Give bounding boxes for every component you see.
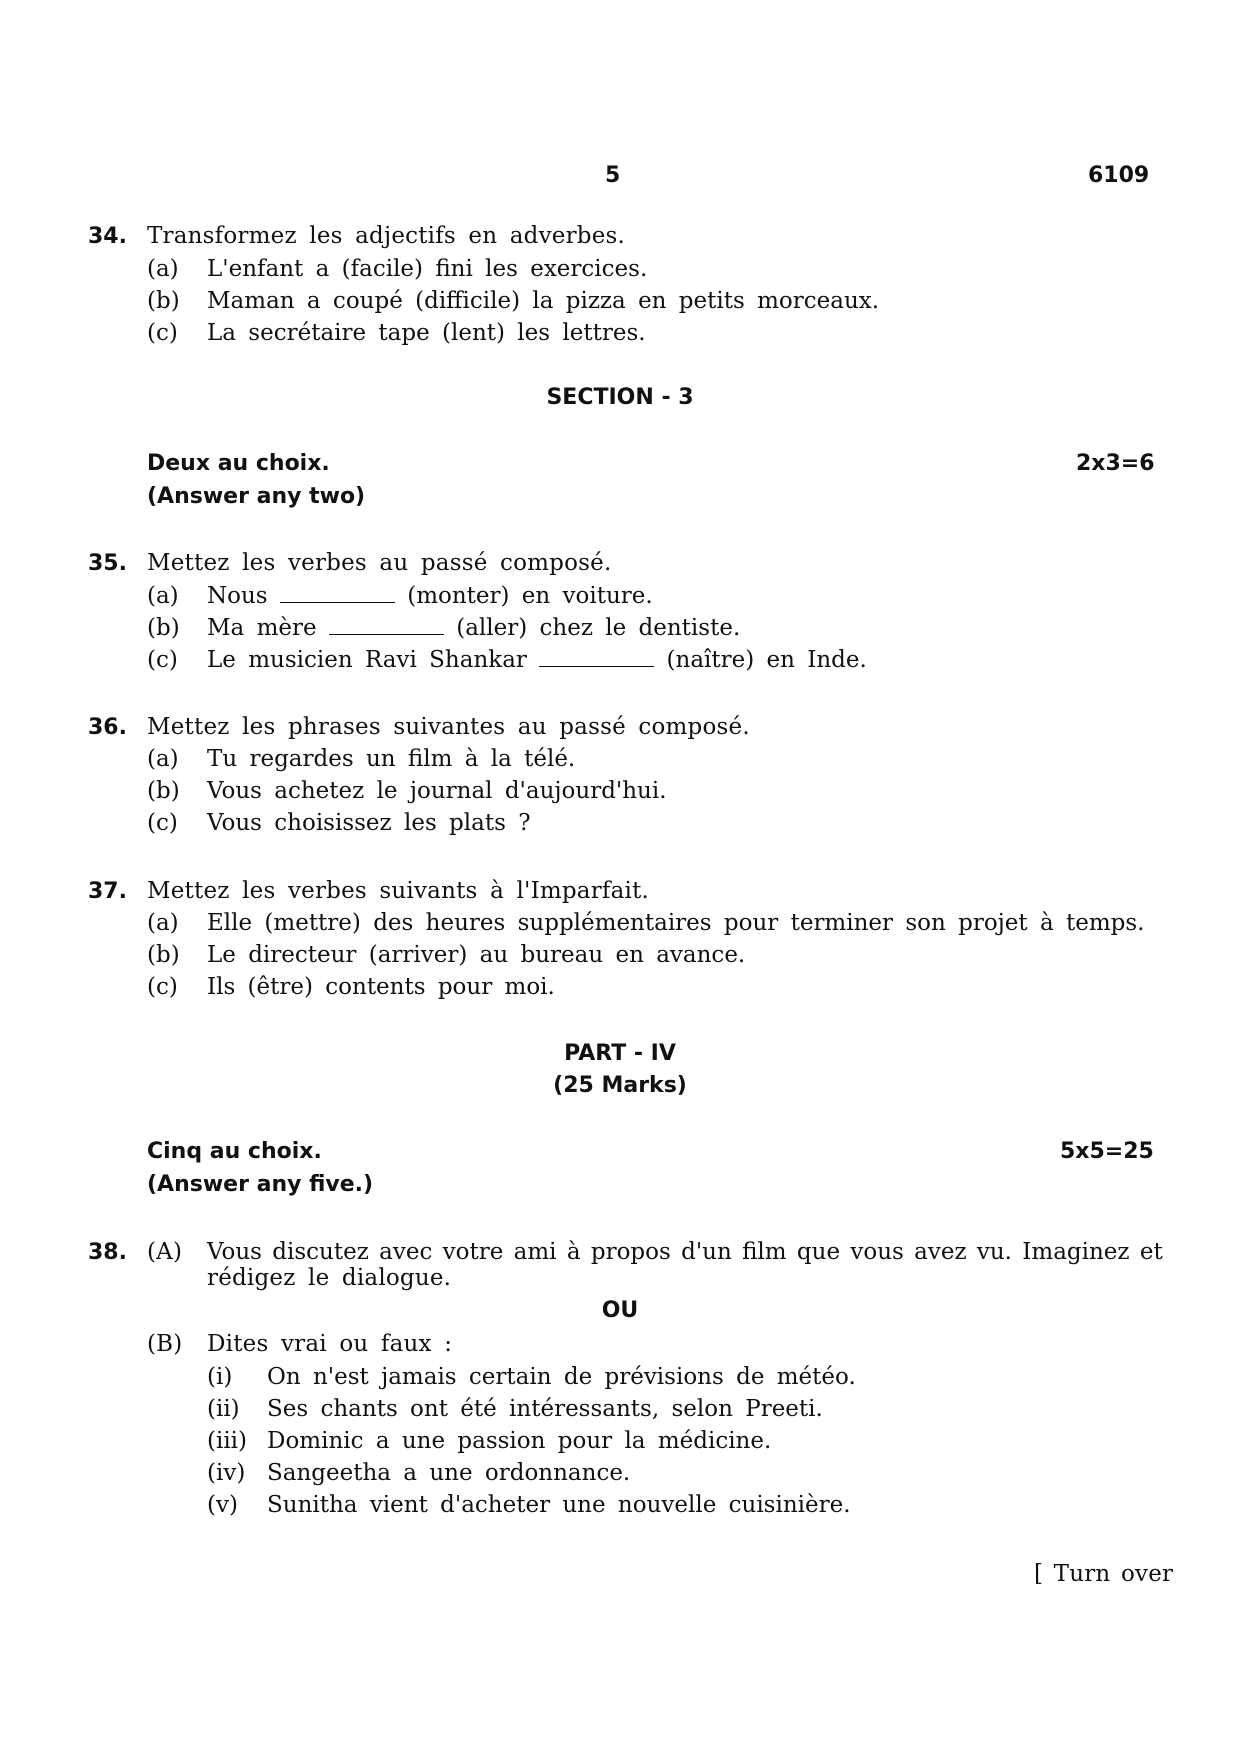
q38-option-a-line1: Vous discutez avec votre ami à propos d'un film que vous avez vu. Imaginez et — [207, 1239, 1163, 1265]
item-label: (c) — [147, 810, 178, 836]
item-label: (a) — [147, 910, 179, 936]
item-label: (iv) — [207, 1460, 246, 1486]
question-34-instruction: Transformez les adjectifs en adverbes. — [147, 223, 626, 249]
item-text: Tu regardes un film à la télé. — [207, 746, 576, 772]
q38-option-b-text: Dites vrai ou faux : — [207, 1331, 453, 1357]
item-text: On n'est jamais certain de prévisions de météo. — [267, 1364, 856, 1390]
part-4-choice-fr: Cinq au choix. — [147, 1139, 322, 1164]
item-text-before: Nous — [207, 583, 268, 609]
item-label: (b) — [147, 288, 180, 314]
page-number: 5 — [605, 163, 621, 188]
paper-code: 6109 — [1088, 163, 1150, 188]
item-text: Dominic a une passion pour la médicine. — [267, 1428, 772, 1454]
section-3-title: SECTION - 3 — [546, 385, 694, 410]
item-label: (i) — [207, 1364, 233, 1390]
item-text-before: Ma mère — [207, 615, 317, 641]
item-text: La secrétaire tape (lent) les lettres. — [207, 320, 646, 346]
item-text: Le directeur (arriver) au bureau en avance. — [207, 942, 746, 968]
item-label: (b) — [147, 778, 180, 804]
answer-blank — [280, 584, 395, 603]
q38-or-separator: OU — [601, 1298, 639, 1323]
item-text: Vous achetez le journal d'aujourd'hui. — [207, 778, 667, 804]
item-label: (a) — [147, 746, 179, 772]
question-number-37: 37. — [88, 879, 127, 904]
turn-over-note: [ Turn over — [1034, 1561, 1174, 1587]
answer-blank — [329, 616, 444, 635]
item-label: (v) — [207, 1492, 238, 1518]
item-label: (b) — [147, 942, 180, 968]
item-text: L'enfant a (facile) fini les exercices. — [207, 256, 648, 282]
item-label: (a) — [147, 256, 179, 282]
item-text: Sunitha vient d'acheter une nouvelle cuisinière. — [267, 1492, 851, 1518]
question-37-instruction: Mettez les verbes suivants à l'Imparfait. — [147, 878, 650, 904]
q38-option-b-label: (B) — [147, 1331, 183, 1357]
section-3-marks: 2x3=6 — [1076, 451, 1155, 476]
item-text: Elle (mettre) des heures supplémentaires pour terminer son projet à temps. — [207, 910, 1145, 936]
item-text-after: (naître) en Inde. — [666, 647, 867, 673]
item-text-after: (aller) chez le dentiste. — [456, 615, 741, 641]
part-4-choice-en: (Answer any five.) — [147, 1172, 374, 1197]
item-text: Ils (être) contents pour moi. — [207, 974, 555, 1000]
item-label: (c) — [147, 320, 178, 346]
item-label: (iii) — [207, 1428, 248, 1454]
item-text: Ses chants ont été intéressants, selon Preeti. — [267, 1396, 823, 1422]
question-36-instruction: Mettez les phrases suivantes au passé composé. — [147, 714, 750, 740]
item-text: Sangeetha a une ordonnance. — [267, 1460, 631, 1486]
item-text-before: Le musicien Ravi Shankar — [207, 647, 527, 673]
section-3-choice-fr: Deux au choix. — [147, 451, 330, 476]
item-text: Vous choisissez les plats ? — [207, 810, 531, 836]
question-35-instruction: Mettez les verbes au passé composé. — [147, 550, 612, 576]
item-label: (ii) — [207, 1396, 240, 1422]
question-number-35: 35. — [88, 551, 127, 576]
answer-blank — [539, 648, 654, 667]
part-4-marks: 5x5=25 — [1060, 1139, 1154, 1164]
item-label: (c) — [147, 647, 178, 673]
item-text: Maman a coupé (difficile) la pizza en petits morceaux. — [207, 288, 880, 314]
section-3-choice-en: (Answer any two) — [147, 484, 366, 509]
item-text-after: (monter) en voiture. — [407, 583, 653, 609]
question-number-36: 36. — [88, 715, 127, 740]
question-number-34: 34. — [88, 224, 127, 249]
item-label: (a) — [147, 583, 179, 609]
part-4-subtitle: (25 Marks) — [553, 1073, 687, 1098]
q38-option-a-line2: rédigez le dialogue. — [207, 1265, 452, 1291]
item-label: (c) — [147, 974, 178, 1000]
item-label: (b) — [147, 615, 180, 641]
question-number-38: 38. — [88, 1240, 127, 1265]
part-4-title: PART - IV — [564, 1041, 676, 1066]
q38-option-a-label: (A) — [147, 1239, 183, 1265]
